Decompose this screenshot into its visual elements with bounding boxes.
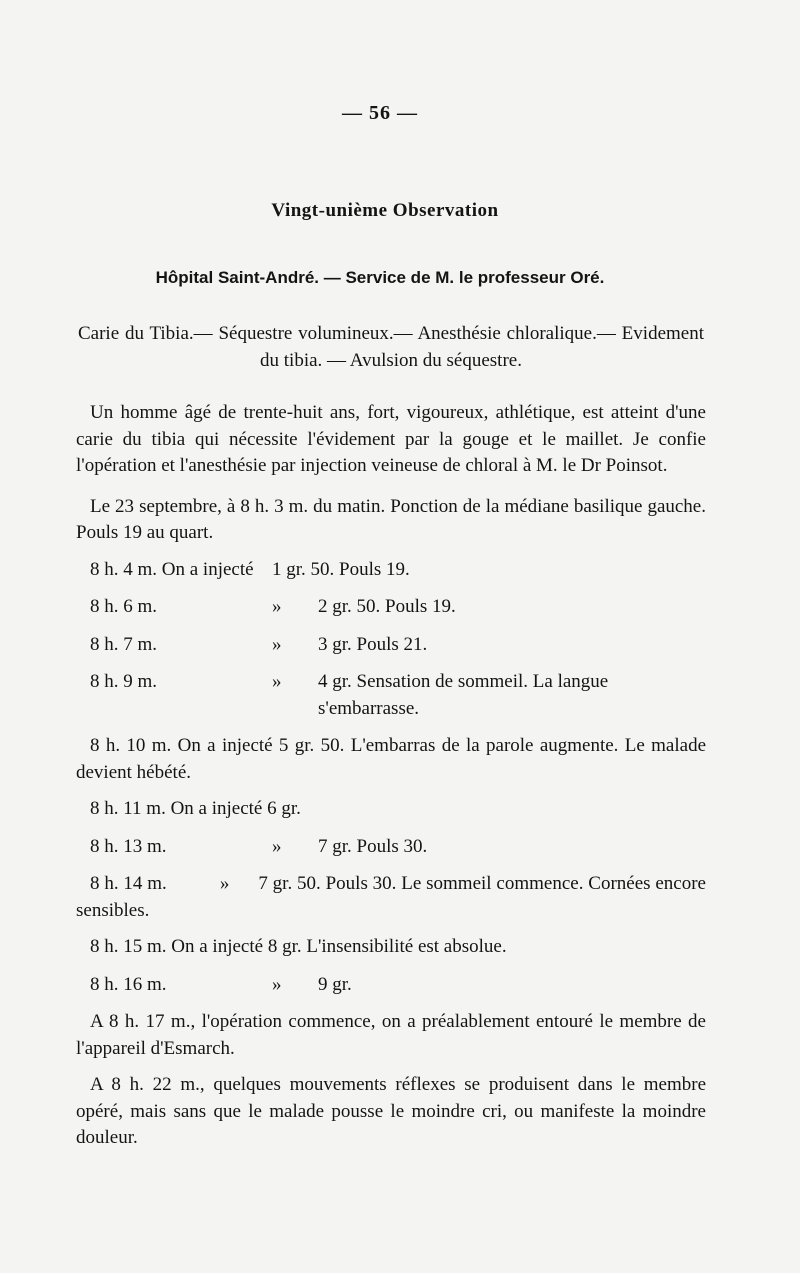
entry-text: 1 gr. 50. Pouls 19. [272,558,410,580]
paragraph-22m: A 8 h. 22 m., quelques mouvements réflexes se produisent dans le membre opéré, mais sans que le malade pousse le moindre cri, ou manifeste la moindre douleur. [76,1074,706,1148]
entry-time: 8 h. 13 m. [90,835,167,857]
entry-text: 2 gr. 50. Pouls 19. [318,596,456,617]
ditto-mark: » [272,973,282,995]
hospital-subheading: Hôpital Saint-André. — Service de M. le professeur Oré. [155,268,605,287]
log-entry [90,632,706,659]
log-entry [90,557,706,584]
ditto-mark: » [272,633,282,655]
entry-text: 7 gr. Pouls 30. [318,835,428,857]
log-entry: 8 h. 15 m. On a injecté 8 gr. L'insensibilité est absolue. [90,936,507,957]
entry-text: 3 gr. Pouls 21. [318,633,428,655]
log-entry [90,594,706,621]
observation-body [76,400,711,1162]
entry-text: 4 gr. Sensation de sommeil. La langue s'embarrasse. [318,671,609,719]
entry-text: 9 gr. [318,973,352,995]
entry-time: 8 h. 9 m. [90,671,158,692]
summary-line-2: du tibia. — Avulsion du séquestre. [260,350,522,371]
ditto-mark: » [272,835,282,857]
log-entry [90,669,706,722]
entry-time: 8 h. 16 m. [90,973,167,995]
date-paragraph: Le 23 septembre, à 8 h. 3 m. du matin. Ponction de la médiane basilique gauche. Pouls 19 au quart. [76,495,706,543]
ditto-mark: » [272,596,282,617]
log-entry [90,834,706,861]
page-number: — 56 — [342,102,418,124]
paragraph-17m: A 8 h. 17 m., l'opération commence, on a préalablement entouré le membre de l'appareil d'Esmarch. [76,1011,706,1059]
paragraph-10m: 8 h. 10 m. On a injecté 5 gr. 50. L'embarras de la parole augmente. Le malade devient hébété. [76,735,706,783]
observation-heading: Vingt-unième Observation [271,200,499,221]
log-entry [90,972,706,999]
case-summary [78,320,704,374]
ditto-mark: » [272,671,282,692]
summary-line-1: Carie du Tibia.— Séquestre volumineux.— Anesthésie chloralique.— Evidement [78,323,704,344]
entry-time: 8 h. 6 m. [90,596,158,617]
paragraph-14m: 8 h. 14 m. » 7 gr. 50. Pouls 30. Le sommeil commence. Cornées encore sensibles. [76,873,711,921]
entry-time: 8 h. 7 m. [90,633,158,655]
intro-paragraph: Un homme âgé de trente-huit ans, fort, vigoureux, athlétique, est atteint d'une carie du tibia qui nécessite l'évidement par la gouge et le maillet. Je confie l'opération et l'anesthésie par injection veineuse de chloral à M. le Dr Poinsot. [76,402,706,476]
log-entry: 8 h. 11 m. On a injecté 6 gr. [90,798,301,819]
entry-time: 8 h. 4 m. On a injecté [90,558,254,580]
